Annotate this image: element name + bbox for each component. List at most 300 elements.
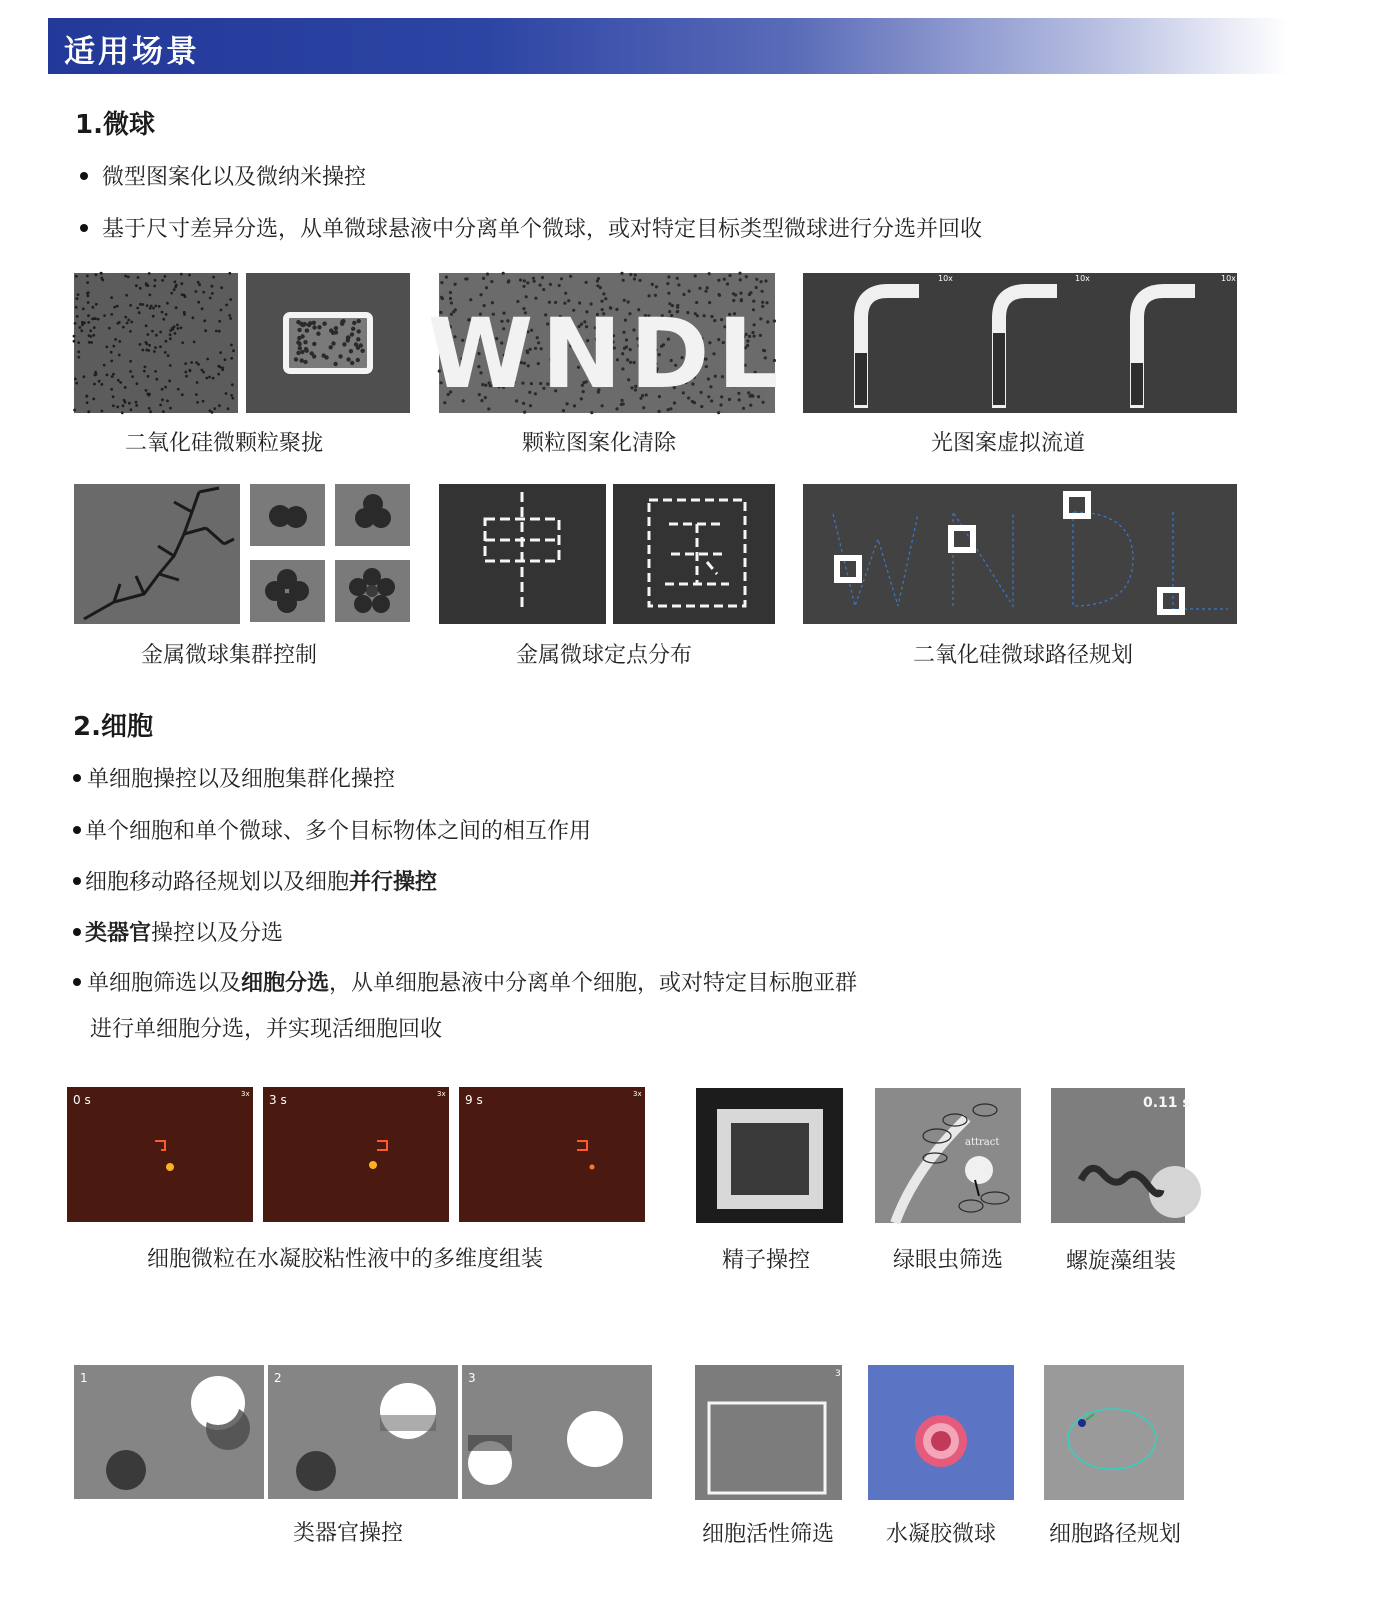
bullet-dot [73,774,81,782]
particle-dot [119,381,122,384]
particle-dot [78,326,81,329]
particle-dot [217,365,220,368]
particle-dot [149,410,152,413]
particle-dot [633,277,636,280]
particle-dot [522,285,525,288]
particle-dot [338,354,342,358]
particle-dot [298,346,302,350]
particle-dot [764,279,767,282]
particle-dot [745,275,748,278]
particle-dot [148,407,151,410]
particle-dot [718,293,721,296]
particle-dot [317,325,321,329]
svg-text:3x: 3x [633,1090,642,1098]
particle-dot [98,380,101,383]
particle-dot [177,388,180,391]
particle-dot [230,344,233,347]
particle-dot [231,383,234,386]
sperm-image [696,1088,843,1223]
particle-dot [211,292,214,295]
particle-dot [305,328,309,332]
particle-dot [184,295,187,298]
particle-dot [227,407,230,410]
particle-dot [523,279,526,282]
section2-bullet-5: 单细胞筛选以及细胞分选，从单细胞悬液中分离单个细胞，或对特定目标胞亚群 [73,966,857,997]
particle-dot [218,404,221,407]
particle-dot [204,329,207,332]
svg-text:10x: 10x [1075,274,1090,283]
particle-dot [300,334,304,338]
particle-dot [148,272,151,275]
particle-dot [112,373,115,376]
particle-dot [312,354,316,358]
particle-dot [122,326,125,329]
particle-dot [449,291,452,294]
particle-dot [197,281,200,284]
particle-dot [75,306,78,309]
particle-dot [100,277,103,280]
particle-dot [153,285,156,288]
particle-dot [165,340,168,343]
bullet-dot [73,826,81,834]
particle-dot [312,325,316,329]
particle-dot [145,389,148,392]
particle-dot [541,276,544,279]
viability-image [695,1365,842,1500]
particle-dot [121,411,124,414]
particle-dot [144,366,147,369]
particle-dot [225,392,228,395]
particle-dot [101,383,104,386]
particle-dot [301,323,305,327]
bullet-dot [73,928,81,936]
particle-dot [655,285,658,288]
particle-dot [76,315,79,318]
svg-text:3: 3 [468,1371,476,1385]
particle-dot [125,294,128,297]
caption-hydrogel-bead: 水凝胶微球 [885,1522,996,1547]
particle-dot [128,402,131,405]
particle-dot [454,283,457,286]
particle-dot [620,272,623,275]
particle-dot [152,315,155,318]
particle-dot [357,329,361,333]
particle-dot [300,350,304,354]
particle-dot [127,319,130,322]
particle-dot [296,320,300,324]
particle-dot [95,273,98,276]
particle-dot [651,283,654,286]
svg-text:0.11 s: 0.11 s [1143,1095,1191,1111]
particle-dot [75,382,78,385]
particle-dot [181,293,184,296]
particle-dot [569,275,572,278]
particle-dot [212,377,215,380]
particle-dot [755,286,758,289]
bullet-dot [73,978,81,986]
particle-dot [181,393,184,396]
particle-dot [175,306,178,309]
particle-dot [77,356,80,359]
pattern-clear-image [427,273,787,413]
particle-dot [526,281,529,284]
particle-dot [761,290,764,293]
particle-dot [359,343,363,347]
caption-virtual-channel: 光图案虚拟流道 [930,431,1085,456]
particle-dot [92,334,95,337]
particle-dot [111,375,114,378]
particle-dot [209,297,212,300]
metal-pair-image [250,484,325,546]
particle-dot [77,293,80,296]
timelapse-9s-image [459,1087,645,1222]
particle-dot [83,375,86,378]
particle-dot [77,351,80,354]
particle-dot [748,293,751,296]
particle-dot [174,280,177,283]
particle-dot [485,286,488,289]
particle-dot [215,330,218,333]
particle-dot [110,388,113,391]
particle-dot [303,340,307,344]
particle-dot [312,321,316,325]
particle-dot [165,313,168,316]
particle-dot [180,282,183,285]
caption-viability: 细胞活性筛选 [701,1522,834,1547]
particle-dot [196,381,199,384]
particle-dot [220,286,223,289]
caption-silica-path: 二氧化硅微球路径规划 [912,643,1133,668]
metal-dendrite-image [74,484,240,624]
particle-dot [166,400,169,403]
particle-dot [218,320,221,323]
particle-dot [164,351,167,354]
particle-dot [129,304,132,307]
particle-dot [161,279,164,282]
particle-dot [482,277,485,280]
caption-pattern-clear: 颗粒图案化清除 [521,431,676,456]
particle-dot [507,279,510,282]
particle-dot [539,284,542,287]
particle-dot [312,342,316,346]
particle-dot [168,380,171,383]
particle-dot [148,344,151,347]
particle-dot [139,303,142,306]
particle-dot [739,292,742,295]
particle-dot [193,341,196,344]
particle-dot [183,313,186,316]
section2-heading: 2.细胞 [73,712,153,742]
particle-dot [307,323,311,327]
particle-dot [704,290,707,293]
particle-dot [87,314,90,317]
particle-dot [170,292,173,295]
particle-dot [169,364,172,367]
caption-sperm: 精子操控 [721,1248,810,1273]
particle-dot [479,293,482,296]
particle-dot [147,375,150,378]
bullet-dot [80,172,88,180]
particle-dot [533,280,536,283]
particle-dot [135,404,138,407]
particle-dot [502,272,505,275]
particle-dot [728,274,731,277]
particle-dot [73,409,76,412]
particle-dot [131,375,134,378]
particle-dot [82,308,85,311]
particle-dot [164,275,167,278]
particle-dot [340,320,344,324]
particle-dot [103,314,106,317]
particle-dot [188,369,191,372]
particle-dot [350,361,354,365]
particle-dot [201,369,204,372]
particle-dot [154,370,157,373]
particle-dot [542,288,545,291]
particle-dot [350,332,354,336]
particle-dot [110,296,113,299]
svg-text:3x: 3x [241,1090,250,1098]
particle-dot [190,361,193,364]
particle-dot [155,378,158,381]
particle-dot [87,294,90,297]
section-banner [48,18,1288,74]
particle-dot [706,286,709,289]
particle-dot [94,317,97,320]
particle-dot [154,346,157,349]
particle-dot [161,311,164,314]
particle-dot [129,360,132,363]
particle-dot [294,357,298,361]
organoid-frame-1 [74,1365,264,1499]
metal-guo-image [613,484,775,624]
section2-bullet-5-line2: 进行单细胞分选，并实现活细胞回收 [90,1017,443,1042]
particle-dot [717,279,720,282]
silica-cluster-image [246,273,410,413]
particle-dot [723,278,726,281]
particle-dot [105,346,108,349]
particle-dot [198,283,201,286]
particle-dot [108,327,111,330]
particle-dot [74,378,77,381]
particle-dot [112,404,115,407]
particle-dot [173,288,176,291]
particle-dot [211,285,214,288]
particle-dot [230,394,233,397]
particle-dot [231,397,234,400]
particle-dot [334,326,338,330]
particle-dot [486,273,489,276]
particle-dot [135,401,138,404]
particle-dot [124,386,127,389]
particle-dot [147,333,150,336]
svg-text:3 s: 3 s [269,1093,287,1107]
metal-flower-image [335,560,410,622]
bullet-dot [73,877,81,885]
particle-dot [196,401,199,404]
particle-dot [564,292,567,295]
particle-dot [184,362,187,365]
particle-dot [654,294,657,297]
particle-dot [738,272,741,275]
particle-dot [346,335,350,339]
particle-dot [103,364,106,367]
particle-dot [86,281,89,284]
particle-dot [296,351,300,355]
organoid-frame-3 [462,1365,652,1499]
particle-dot [154,305,157,308]
particle-dot [87,321,90,324]
particle-dot [726,282,729,285]
pattern-text: WNDL [427,298,787,410]
particle-dot [97,318,100,321]
particle-dot [141,349,144,352]
particle-dot [228,314,231,317]
particle-dot [129,330,132,333]
particle-dot [224,358,227,361]
particle-dot [440,281,443,284]
particle-dot [445,276,448,279]
caption-metal-fixed: 金属微球定点分布 [515,643,692,668]
particle-dot [158,305,161,308]
caption-cell-path: 细胞路径规划 [1048,1522,1181,1547]
particle-dot [110,313,113,316]
particle-dot [212,276,215,279]
particle-dot [159,331,162,334]
particle-dot [95,303,98,306]
particle-dot [74,322,77,325]
section1-bullet-2: 基于尺寸差异分选，从单微球悬液中分离单个微球，或对特定目标类型微球进行分选并回收 [80,212,982,243]
particle-dot [490,280,493,283]
particle-dot [86,275,89,278]
particle-dot [206,358,209,361]
silica-path-image [803,484,1237,624]
particle-dot [118,340,121,343]
euglena-image [875,1088,1021,1223]
particle-dot [81,323,84,326]
particle-dot [360,349,364,353]
particle-dot [118,354,121,357]
particle-dot [139,287,142,290]
particle-dot [219,351,222,354]
particle-dot [676,277,679,280]
particle-dot [229,298,232,301]
organoid-frame-2 [268,1365,458,1499]
particle-dot [300,358,304,362]
particle-dot [127,276,130,279]
particle-dot [203,319,206,322]
metal-quad-image [250,560,325,622]
particle-dot [118,321,121,324]
particle-dot [135,284,138,287]
particle-dot [106,374,109,377]
particle-dot [167,354,170,357]
particle-dot [201,307,204,310]
svg-text:2: 2 [274,1371,282,1385]
particle-dot [152,307,155,310]
particle-dot [169,333,172,336]
particle-dot [333,362,337,366]
svg-text:10x: 10x [1221,274,1236,283]
particle-dot [334,330,338,334]
particle-dot [87,410,90,413]
particle-dot [195,393,198,396]
section1-bullet-1: 微型图案化以及微纳米操控 [80,160,366,191]
particle-dot [176,324,179,327]
particle-dot [322,322,326,326]
particle-dot [760,280,763,283]
bullet-dot [80,224,88,232]
section2-bullet-2: 单个细胞和单个微球、多个目标物体之间的相互作用 [73,814,591,845]
particle-dot [75,275,78,278]
particle-dot [304,347,308,351]
particle-dot [560,277,563,280]
timelapse-3s-image [263,1087,449,1222]
particle-dot [110,360,113,363]
particle-dot [145,284,148,287]
cell-path-image [1044,1365,1184,1500]
particle-dot [148,393,151,396]
silica-particles-image [74,273,238,413]
particle-dot [162,318,165,321]
particle-dot [590,411,593,414]
particle-dot [174,332,177,335]
particle-dot [195,290,198,293]
svg-text:3: 3 [835,1369,841,1379]
particle-dot [136,307,139,310]
particle-dot [124,275,127,278]
particle-dot [596,279,599,282]
particle-dot [143,370,146,373]
particle-dot [229,317,232,320]
particle-dot [76,297,79,300]
particle-dot [602,292,605,295]
particle-dot [162,410,165,413]
particle-dot [122,404,125,407]
particle-dot [129,370,132,373]
particle-dot [346,357,350,361]
particle-dot [324,355,328,359]
spirulina-image [1051,1088,1191,1223]
particle-dot [154,279,157,282]
particle-dot [161,398,164,401]
particle-dot [88,334,91,337]
particle-dot [81,321,84,324]
particle-dot [205,377,208,380]
particle-dot [145,349,148,352]
particle-dot [155,334,158,337]
particle-dot [195,361,198,364]
section2-bullet-4: 类器官操控以及分选 [73,916,283,947]
particle-dot [202,400,205,403]
particle-dot [164,386,167,389]
particle-dot [667,292,670,295]
particle-dot [221,368,224,371]
particle-dot [523,411,526,414]
particle-dot [86,292,89,295]
particle-dot [634,273,637,276]
particle-dot [88,341,91,344]
particle-dot [149,307,152,310]
particle-dot [639,279,642,282]
particle-dot [658,410,661,413]
particle-dot [519,278,522,281]
particle-dot [209,409,212,412]
caption-euglena: 绿眼虫筛选 [892,1248,1003,1273]
particle-dot [677,283,680,286]
timelapse-0s-image [67,1087,253,1222]
particle-dot [116,406,119,409]
